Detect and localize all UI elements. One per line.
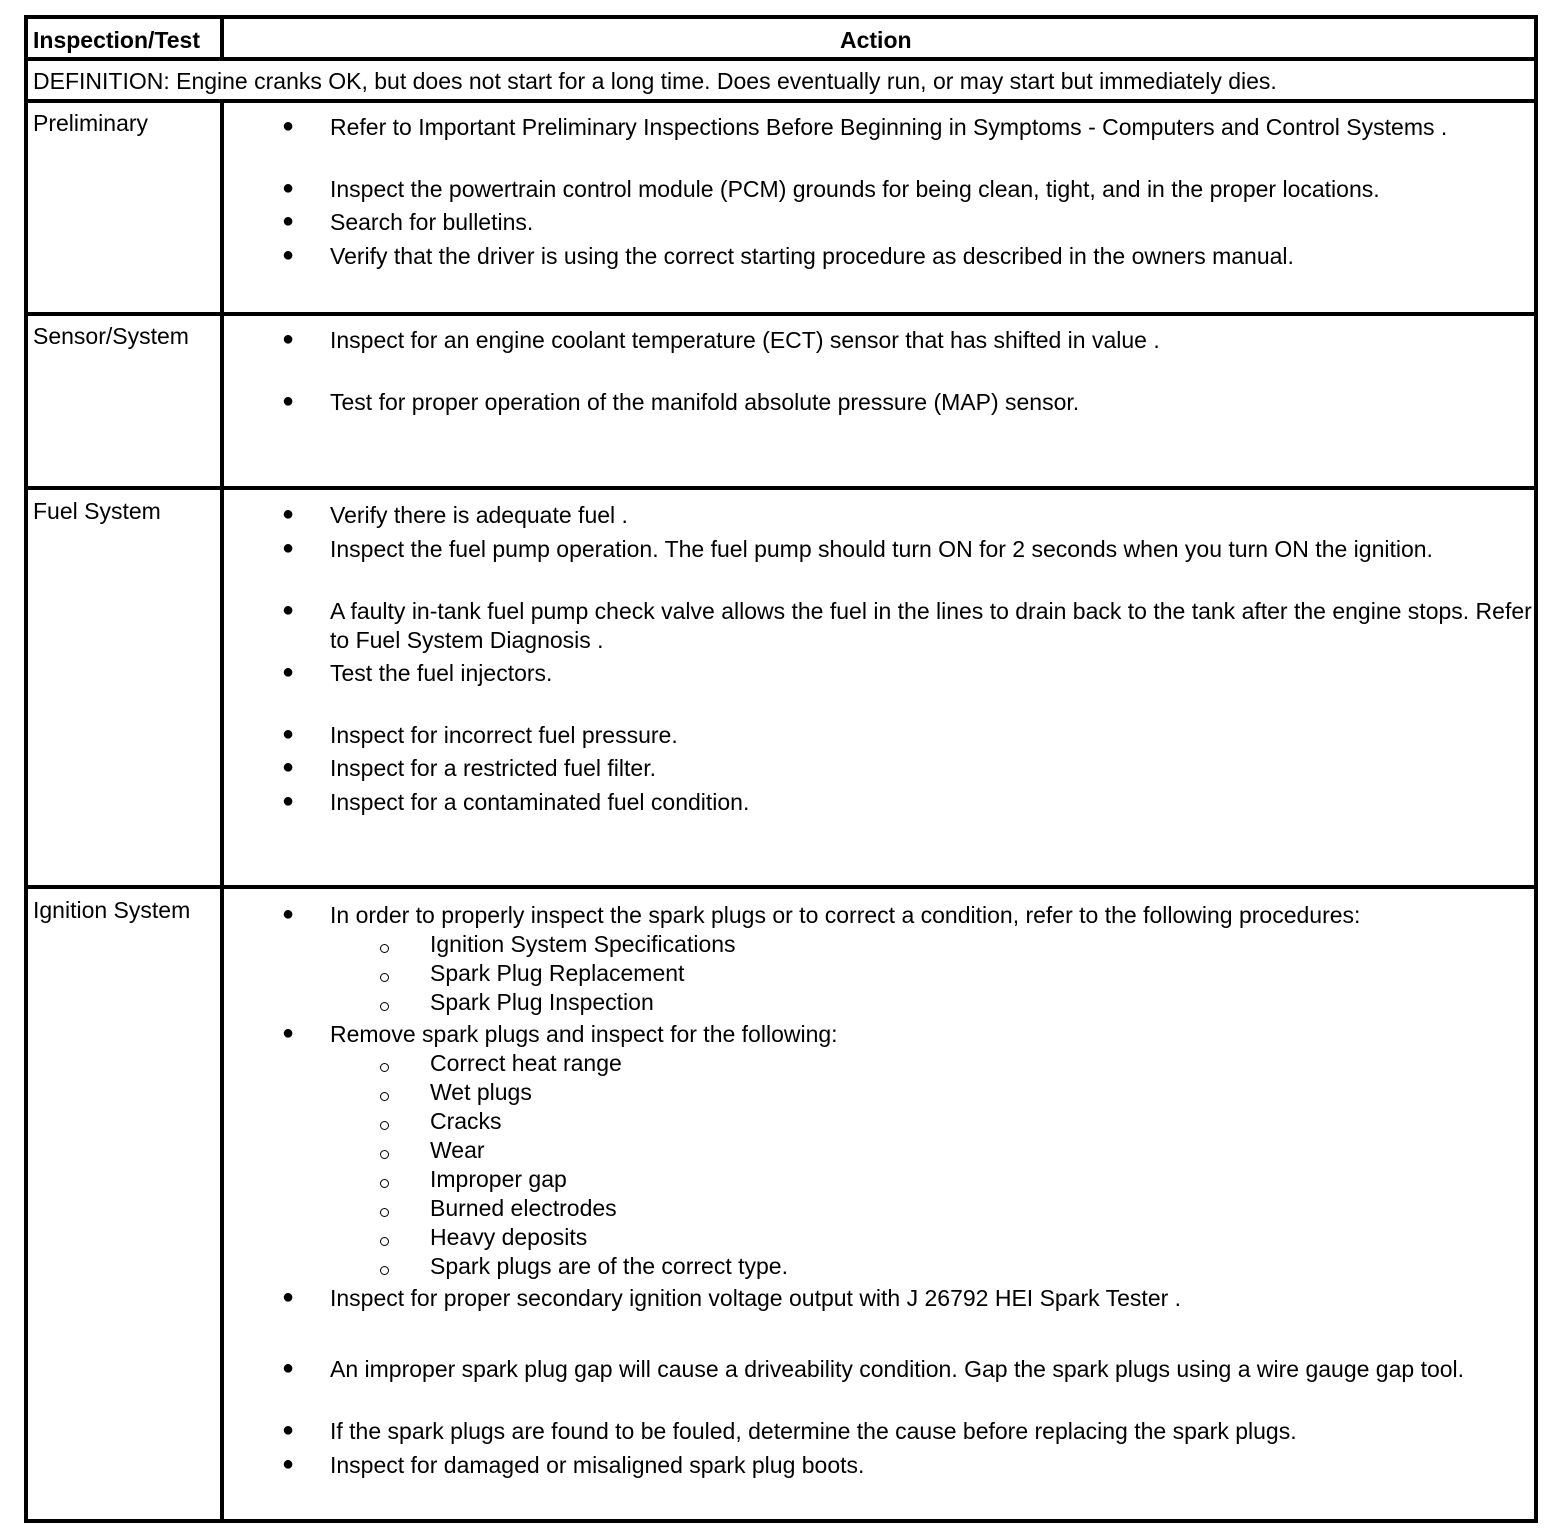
ignition-item: Inspect for proper secondary ignition voltage output with J 26792 HEI Spark Tester . (330, 1285, 1182, 1311)
procedure-item: Ignition System Specifications (430, 931, 736, 957)
header-action: Action (840, 27, 912, 53)
sub-bullet-icon (380, 973, 389, 982)
diagnostic-table (24, 15, 1538, 1523)
inspect-for-item: Wet plugs (430, 1079, 532, 1105)
sub-bullet-icon (380, 1092, 389, 1101)
sub-bullet-icon (380, 1179, 389, 1188)
header-inspection-test: Inspection/Test (33, 27, 200, 53)
bullet-icon: ● (282, 503, 295, 525)
section-label-sensor-system: Sensor/System (33, 323, 189, 349)
bullet-icon: ● (282, 390, 295, 412)
sub-bullet-icon (380, 1002, 389, 1011)
ignition-item: Remove spark plugs and inspect for the following: (330, 1021, 838, 1047)
rule-fuel (28, 885, 1534, 889)
col-divider-header (220, 19, 224, 57)
preliminary-item: Verify that the driver is using the correct starting procedure as described in the owners manual. (330, 243, 1294, 269)
ignition-item: An improper spark plug gap will cause a driveability condition. Gap the spark plugs using a wire gauge gap tool. (330, 1356, 1465, 1382)
bullet-icon: ● (282, 537, 295, 559)
bullet-icon: ● (282, 1453, 295, 1475)
bullet-icon: ● (282, 790, 295, 812)
bullet-icon: ● (282, 244, 295, 266)
bullet-icon: ● (282, 599, 295, 621)
preliminary-item: Search for bulletins. (330, 209, 534, 235)
rule-header (28, 57, 1534, 61)
definition-text: DEFINITION: Engine cranks OK, but does not start for a long time. Does eventually run, or may start but immediately dies. (33, 68, 1277, 94)
rule-sensor (28, 486, 1534, 490)
col-divider-body (220, 99, 224, 1523)
bullet-icon: ● (282, 1286, 295, 1308)
rule-preliminary (28, 312, 1534, 316)
sub-bullet-icon (380, 1150, 389, 1159)
sub-bullet-icon (380, 1237, 389, 1246)
sub-bullet-icon (380, 1266, 389, 1275)
ignition-item: If the spark plugs are found to be fouled, determine the cause before replacing the spark plugs. (330, 1418, 1297, 1444)
inspect-for-item: Heavy deposits (430, 1224, 588, 1250)
procedure-item: Spark Plug Inspection (430, 989, 654, 1015)
bullet-icon: ● (282, 177, 295, 199)
bullet-icon: ● (282, 723, 295, 745)
bullet-icon: ● (282, 756, 295, 778)
bullet-icon: ● (282, 328, 295, 350)
fuel-item: Test the fuel injectors. (330, 660, 553, 686)
fuel-item: A faulty in-tank fuel pump check valve allows the fuel in the lines to drain back to the tank after the engine stops. Refer to Fuel System Diagnosis . (330, 598, 1532, 653)
sub-bullet-icon (380, 1121, 389, 1130)
bullet-icon: ● (282, 115, 295, 137)
bullet-icon: ● (282, 210, 295, 232)
section-label-preliminary: Preliminary (33, 110, 149, 136)
sensor-item: Test for proper operation of the manifold absolute pressure (MAP) sensor. (330, 389, 1080, 415)
inspect-for-item: Burned electrodes (430, 1195, 617, 1221)
inspect-for-item: Wear (430, 1137, 485, 1163)
fuel-item: Verify there is adequate fuel . (330, 502, 628, 528)
bullet-icon: ● (282, 1022, 295, 1044)
procedure-item: Spark Plug Replacement (430, 960, 685, 986)
sub-bullet-icon (380, 1208, 389, 1217)
sub-bullet-icon (380, 944, 389, 953)
section-label-ignition-system: Ignition System (33, 897, 191, 923)
bullet-icon: ● (282, 1419, 295, 1441)
fuel-item: Inspect for incorrect fuel pressure. (330, 722, 678, 748)
preliminary-item: Inspect the powertrain control module (PCM) grounds for being clean, tight, and in the proper locations. (330, 176, 1380, 202)
sub-bullet-icon (380, 1063, 389, 1072)
bullet-icon: ● (282, 1357, 295, 1379)
bullet-icon: ● (282, 661, 295, 683)
sensor-item: Inspect for an engine coolant temperature (ECT) sensor that has shifted in value . (330, 327, 1160, 353)
inspect-for-item: Improper gap (430, 1166, 567, 1192)
section-label-fuel-system: Fuel System (33, 498, 161, 524)
fuel-item: Inspect for a contaminated fuel condition. (330, 789, 750, 815)
preliminary-item: Refer to Important Preliminary Inspections Before Beginning in Symptoms - Computers and Control Systems . (330, 114, 1448, 140)
rule-definition (28, 99, 1534, 103)
inspect-for-item: Correct heat range (430, 1050, 622, 1076)
ignition-item: Inspect for damaged or misaligned spark plug boots. (330, 1452, 865, 1478)
ignition-item: In order to properly inspect the spark plugs or to correct a condition, refer to the following procedures: (330, 902, 1361, 928)
inspect-for-item: Spark plugs are of the correct type. (430, 1253, 788, 1279)
inspect-for-item: Cracks (430, 1108, 502, 1134)
fuel-item: Inspect the fuel pump operation. The fuel pump should turn ON for 2 seconds when you turn ON the ignition. (330, 536, 1433, 562)
fuel-item: Inspect for a restricted fuel filter. (330, 755, 656, 781)
bullet-icon: ● (282, 903, 295, 925)
